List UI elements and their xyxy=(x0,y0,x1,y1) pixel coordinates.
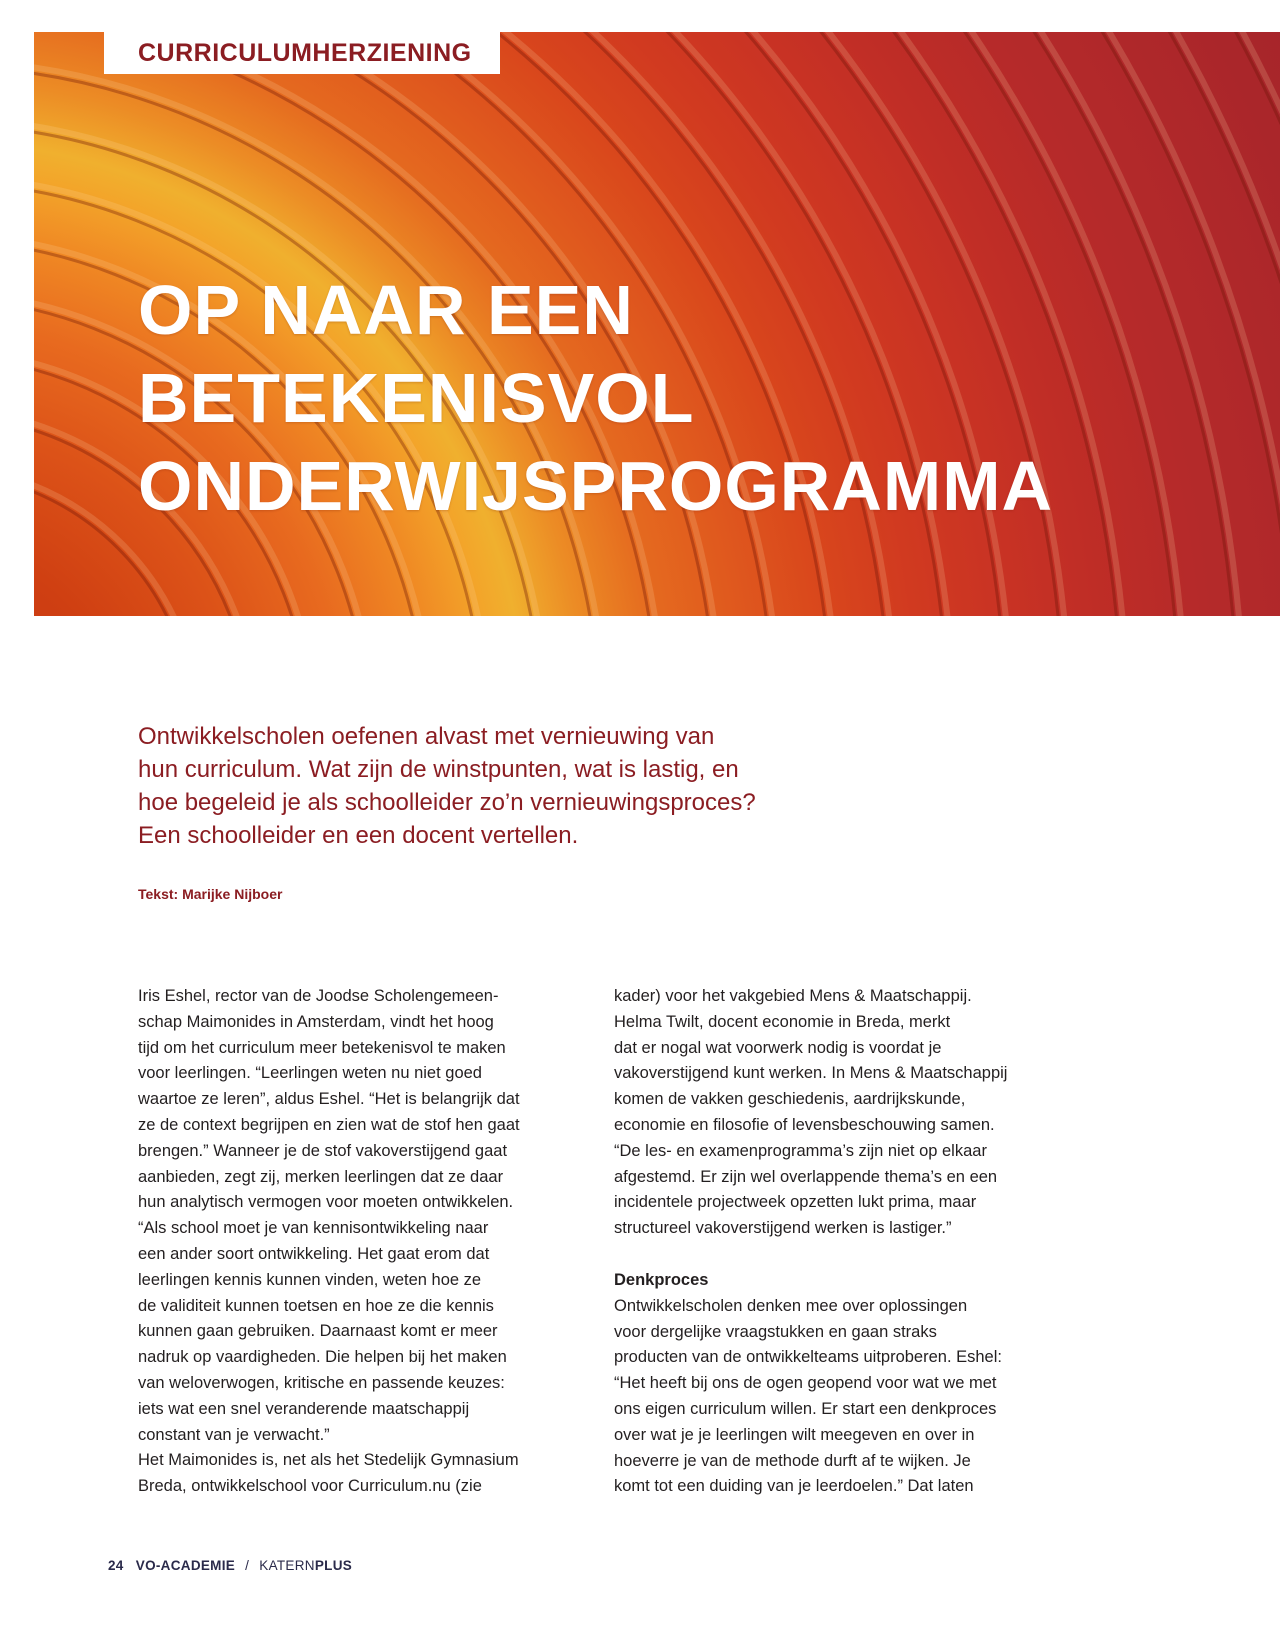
publication-name: VO-ACADEMIE xyxy=(135,1558,236,1573)
body-line: schap Maimonides in Amsterdam, vindt het hoog xyxy=(138,1012,494,1031)
body-line: structureel vakoverstijgend werken is lastiger.” xyxy=(614,1219,952,1238)
body-line: nadruk op vaardigheden. Die helpen bij het maken xyxy=(138,1348,507,1367)
page-title xyxy=(138,266,1053,530)
body-line: voor dergelijke vraagstukken en gaan straks xyxy=(614,1322,937,1341)
intro-line: hoe begeleid je als schoolleider zo’n vernieuwingsproces? xyxy=(138,789,756,816)
katern-label: KATERN xyxy=(259,1558,315,1573)
body-line: economie en filosofie of levensbeschouwing samen. xyxy=(614,1115,995,1134)
body-line: “De les- en examenprogramma’s zijn niet op elkaar xyxy=(614,1141,987,1160)
intro-line: hun curriculum. Wat zijn de winstpunten, wat is lastig, en xyxy=(138,756,739,783)
body-line: “Het heeft bij ons de ogen geopend voor wat we met xyxy=(614,1374,997,1393)
body-column-right xyxy=(614,984,1084,1500)
body-line: “Als school moet je van kennisontwikkeling naar xyxy=(138,1219,489,1238)
body-line: vakoverstijgend kunt werken. In Mens & Maatschappij xyxy=(614,1064,1008,1083)
body-line: over wat je je leerlingen wilt meegeven en over in xyxy=(614,1425,975,1444)
body-line: iets wat een snel veranderende maatschappij xyxy=(138,1399,470,1418)
body-line: Ontwikkelscholen denken mee over oplossingen xyxy=(614,1296,968,1315)
intro-paragraph xyxy=(138,720,858,852)
katern-plus-label: PLUS xyxy=(314,1558,353,1573)
body-line: dat er nogal wat voorwerk nodig is voordat je xyxy=(614,1038,942,1057)
body-line: brengen.” Wanneer je de stof vakoverstijgend gaat xyxy=(138,1141,508,1160)
page-number: 24 xyxy=(108,1558,124,1573)
body-line: kunnen gaan gebruiken. Daarnaast komt er meer xyxy=(138,1322,498,1341)
body-line: komen de vakken geschiedenis, aardrijkskunde, xyxy=(614,1090,966,1109)
body-line: hoeverre je van de methode durft af te wijken. Je xyxy=(614,1451,971,1470)
title-line: OP NAAR EEN xyxy=(138,271,634,349)
body-line: tijd om het curriculum meer betekenisvol te maken xyxy=(138,1038,506,1057)
section-subheading: Denkproces xyxy=(614,1270,709,1289)
body-line: waartoe ze leren”, aldus Eshel. “Het is belangrijk dat xyxy=(138,1090,520,1109)
byline: Tekst: Marijke Nijboer xyxy=(138,886,283,902)
body-line: Helma Twilt, docent economie in Breda, merkt xyxy=(614,1012,951,1031)
body-line: van weloverwogen, kritische en passende keuzes: xyxy=(138,1373,505,1392)
section-tag: CURRICULUMHERZIENING xyxy=(104,32,500,74)
body-line: Het Maimonides is, net als het Stedelijk Gymnasium xyxy=(138,1451,519,1470)
body-line: een ander soort ontwikkeling. Het gaat erom dat xyxy=(138,1244,490,1263)
body-line: de validiteit kunnen toetsen en hoe ze die kennis xyxy=(138,1296,494,1315)
body-line: hun analytisch vermogen voor moeten ontwikkelen. xyxy=(138,1193,514,1212)
intro-line: Een schoolleider en een docent vertellen. xyxy=(138,822,579,849)
body-line: voor leerlingen. “Leerlingen weten nu niet goed xyxy=(138,1064,482,1083)
title-line: ONDERWIJSPROGRAMMA xyxy=(138,447,1054,525)
body-line: Breda, ontwikkelschool voor Curriculum.nu (zie xyxy=(138,1477,482,1496)
body-line: kader) voor het vakgebied Mens & Maatschappij. xyxy=(614,987,972,1005)
body-column-left xyxy=(138,984,608,1500)
body-line: incidentele projectweek opzetten lukt prima, maar xyxy=(614,1193,977,1212)
body-line: afgestemd. Er zijn wel overlappende thema’s en een xyxy=(614,1167,998,1186)
body-line: constant van je verwacht.” xyxy=(138,1425,330,1444)
title-line: BETEKENISVOL xyxy=(138,359,695,437)
body-line: Iris Eshel, rector van de Joodse Scholengemeen- xyxy=(138,987,499,1005)
intro-line: Ontwikkelscholen oefenen alvast met vernieuwing van xyxy=(138,723,715,750)
footer-separator: / xyxy=(245,1558,250,1573)
body-line: ze de context begrijpen en zien wat de stof hen gaat xyxy=(138,1115,520,1134)
body-line: leerlingen kennis kunnen vinden, weten hoe ze xyxy=(138,1270,482,1289)
body-line: producten van de ontwikkelteams uitproberen. Eshel: xyxy=(614,1348,1002,1367)
body-line: aanbieden, zegt zij, merken leerlingen dat ze daar xyxy=(138,1167,504,1186)
page-footer xyxy=(108,1558,352,1573)
body-line: komt tot een duiding van je leerdoelen.” Dat laten xyxy=(614,1477,974,1496)
body-line: ons eigen curriculum willen. Er start een denkproces xyxy=(614,1399,997,1418)
